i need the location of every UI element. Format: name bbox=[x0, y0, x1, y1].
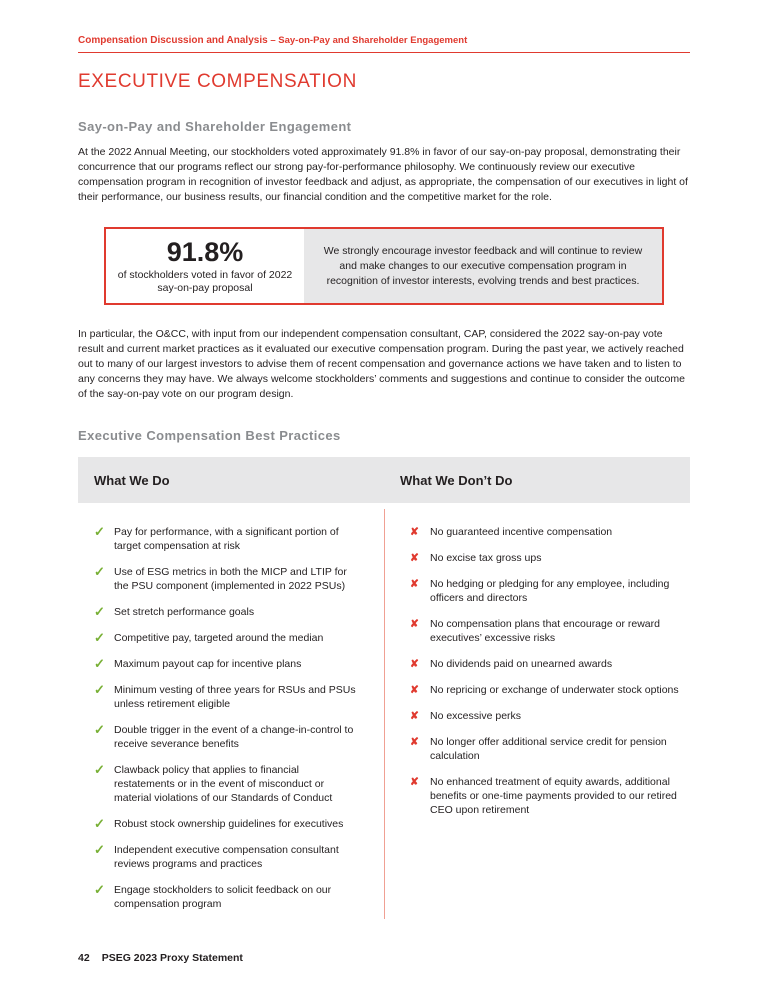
cross-icon: ✘ bbox=[410, 526, 419, 538]
check-icon: ✓ bbox=[94, 630, 105, 645]
do-list-item bbox=[94, 683, 358, 711]
best-practices-body bbox=[78, 503, 690, 923]
what-we-do-header: What We Do bbox=[94, 472, 170, 488]
cross-icon: ✘ bbox=[410, 710, 419, 722]
do-item-text: Pay for performance, with a significant portion of target compensation at risk bbox=[114, 526, 339, 552]
dont-column bbox=[384, 525, 690, 923]
do-list-item bbox=[94, 817, 358, 831]
document-title: PSEG 2023 Proxy Statement bbox=[101, 952, 243, 964]
page-footer bbox=[78, 952, 243, 964]
breadcrumb-main: Compensation Discussion and Analysis bbox=[78, 35, 268, 46]
do-list-item bbox=[94, 565, 358, 593]
do-item-text: Clawback policy that applies to financial restatements or in the event of misconduct or material violations of our Standards of Conduct bbox=[114, 764, 333, 804]
header-rule bbox=[78, 52, 690, 53]
do-item-text: Maximum payout cap for incentive plans bbox=[114, 658, 302, 670]
do-list-item bbox=[94, 657, 358, 671]
dont-list-item bbox=[410, 551, 684, 565]
cross-icon: ✘ bbox=[410, 552, 419, 564]
do-list-item bbox=[94, 883, 358, 911]
say-on-pay-paragraph-2: In particular, the O&CC, with input from our independent compensation consultant, CAP, considered the 2022 say-on-pay vote result and current market practices as it evaluated our executive compensation program. During the past year, we actively reached out to many of our largest investors to advise them of recent compensation and governance actions we have taken and to listen to any concerns they may have. We always welcome stockholders’ comments and suggestions and continue to consider the outcome of the say-on-pay vote on our program design. bbox=[78, 328, 685, 400]
do-item-text: Set stretch performance goals bbox=[114, 606, 255, 618]
say-on-pay-callout-box bbox=[104, 227, 664, 305]
callout-stat-panel bbox=[106, 229, 304, 303]
dont-item-text: No compensation plans that encourage or reward executives’ excessive risks bbox=[430, 618, 660, 644]
do-list-item bbox=[94, 605, 358, 619]
dont-list-item bbox=[410, 525, 684, 539]
do-item-text: Competitive pay, targeted around the median bbox=[114, 632, 324, 644]
do-list-item bbox=[94, 843, 358, 871]
dont-list-item bbox=[410, 709, 684, 723]
callout-message: We strongly encourage investor feedback and will continue to review and make changes to our executive compensation program in recognition of investor interests, evolving trends and best practices. bbox=[304, 229, 662, 303]
section-heading-say-on-pay: Say-on-Pay and Shareholder Engagement bbox=[78, 119, 352, 134]
do-list-item bbox=[94, 763, 358, 805]
check-icon: ✓ bbox=[94, 882, 105, 897]
check-icon: ✓ bbox=[94, 604, 105, 619]
stat-value: 91.8% bbox=[166, 237, 244, 267]
do-list-item bbox=[94, 631, 358, 645]
check-icon: ✓ bbox=[94, 722, 105, 737]
best-practices-header-row bbox=[78, 457, 690, 503]
do-list-item bbox=[94, 525, 358, 553]
check-icon: ✓ bbox=[94, 842, 105, 857]
do-item-text: Use of ESG metrics in both the MICP and LTIP for the PSU component (implemented in 2022 PSUs) bbox=[114, 566, 347, 592]
cross-icon: ✘ bbox=[410, 618, 419, 630]
cross-icon: ✘ bbox=[410, 658, 419, 670]
dont-item-text: No excise tax gross ups bbox=[430, 552, 542, 564]
page-number: 42 bbox=[78, 952, 90, 964]
dont-list-item bbox=[410, 617, 684, 645]
check-icon: ✓ bbox=[94, 656, 105, 671]
dont-item-text: No enhanced treatment of equity awards, additional benefits or one-time payments provided to our retired CEO upon retirement bbox=[430, 776, 677, 816]
do-item-text: Minimum vesting of three years for RSUs and PSUs unless retirement eligible bbox=[114, 684, 356, 710]
dont-list-item bbox=[410, 657, 684, 671]
check-icon: ✓ bbox=[94, 762, 105, 777]
breadcrumb-sub: – Say-on-Pay and Shareholder Engagement bbox=[267, 35, 468, 46]
do-list-item bbox=[94, 723, 358, 751]
check-icon: ✓ bbox=[94, 524, 105, 539]
column-divider bbox=[384, 509, 385, 919]
dont-item-text: No longer offer additional service credit for pension calculation bbox=[430, 736, 667, 762]
breadcrumb bbox=[78, 34, 690, 47]
section-heading-best-practices: Executive Compensation Best Practices bbox=[78, 428, 341, 443]
what-we-dont-do-header: What We Don’t Do bbox=[400, 472, 513, 488]
dont-item-text: No guaranteed incentive compensation bbox=[430, 526, 613, 538]
dont-list-item bbox=[410, 735, 684, 763]
best-practices-table bbox=[78, 457, 690, 923]
dont-list-item bbox=[410, 577, 684, 605]
dont-item-text: No dividends paid on unearned awards bbox=[430, 658, 613, 670]
cross-icon: ✘ bbox=[410, 578, 419, 590]
dont-list-item bbox=[410, 683, 684, 697]
dont-item-text: No hedging or pledging for any employee, including officers and directors bbox=[430, 578, 670, 604]
do-item-text: Engage stockholders to solicit feedback on our compensation program bbox=[114, 884, 332, 910]
page-title: EXECUTIVE COMPENSATION bbox=[78, 71, 357, 92]
do-item-text: Independent executive compensation consultant reviews programs and practices bbox=[114, 844, 339, 870]
do-item-text: Double trigger in the event of a change-in-control to receive severance benefits bbox=[114, 724, 354, 750]
do-item-text: Robust stock ownership guidelines for executives bbox=[114, 818, 344, 830]
say-on-pay-paragraph-1: At the 2022 Annual Meeting, our stockholders voted approximately 91.8% in favor of our say-on-pay proposal, demonstrating their concurrence that our programs reflect our strong pay-for-performance philosophy. We continuously review our executive compensation program in recognition of investor feedback and adjust, as appropriate, the compensation of our executives in light of their performance, our business results, our financial condition and the competitive market for the role. bbox=[78, 146, 688, 203]
cross-icon: ✘ bbox=[410, 776, 419, 788]
do-column bbox=[78, 525, 384, 923]
dont-list-item bbox=[410, 775, 684, 817]
dont-item-text: No excessive perks bbox=[430, 710, 522, 722]
cross-icon: ✘ bbox=[410, 736, 419, 748]
check-icon: ✓ bbox=[94, 682, 105, 697]
check-icon: ✓ bbox=[94, 564, 105, 579]
cross-icon: ✘ bbox=[410, 684, 419, 696]
dont-item-text: No repricing or exchange of underwater stock options bbox=[430, 684, 679, 696]
stat-caption: of stockholders voted in favor of 2022 say-on-pay proposal bbox=[117, 269, 293, 294]
check-icon: ✓ bbox=[94, 816, 105, 831]
